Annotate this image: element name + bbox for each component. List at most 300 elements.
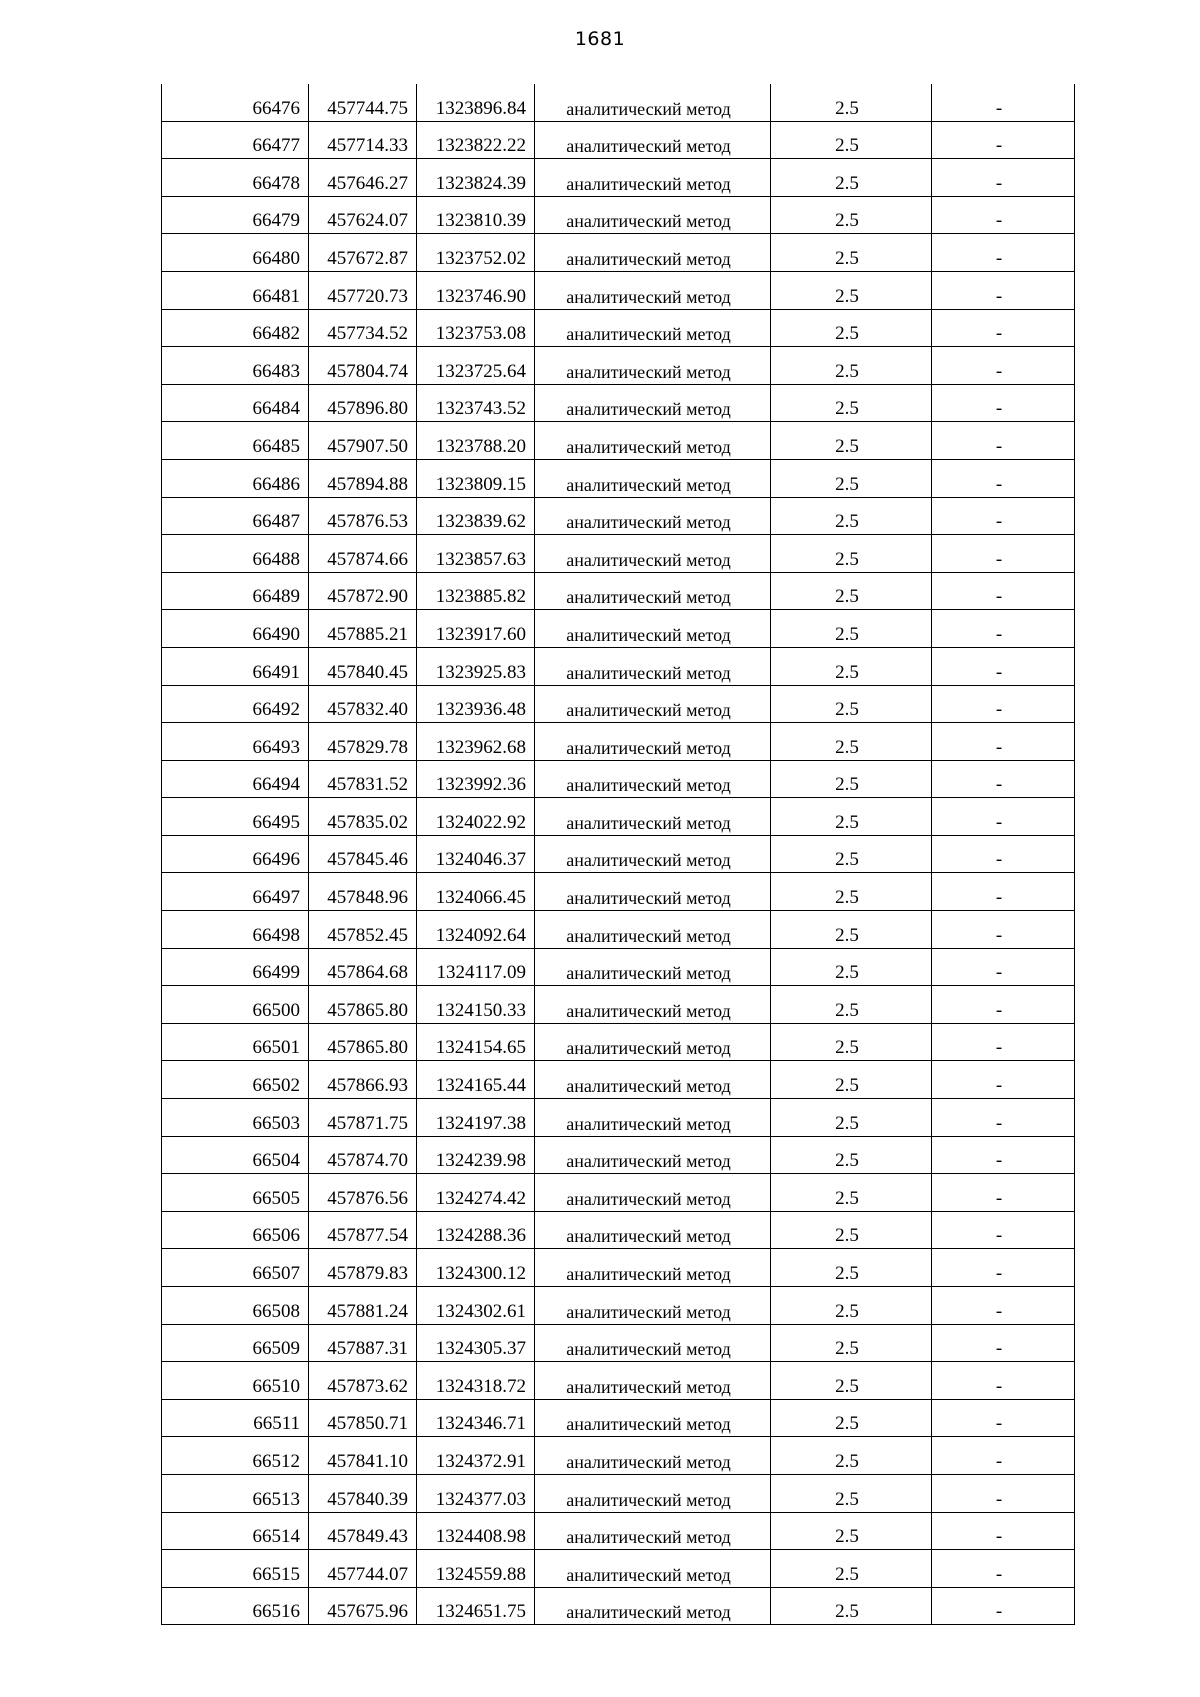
point-number-cell bbox=[162, 121, 309, 159]
y-coordinate-value: 1324117.09 bbox=[436, 962, 526, 984]
x-coordinate-value: 457840.45 bbox=[327, 661, 408, 683]
point-number-value: 66513 bbox=[252, 1488, 300, 1510]
point-number-value: 66477 bbox=[252, 135, 300, 157]
description-value: - bbox=[995, 435, 1003, 457]
x-coordinate-cell bbox=[309, 121, 417, 159]
method-cell bbox=[535, 196, 771, 234]
x-coordinate-value: 457864.68 bbox=[327, 962, 408, 984]
y-coordinate-value: 1324559.88 bbox=[435, 1563, 526, 1585]
description-cell bbox=[932, 1061, 1075, 1099]
x-coordinate-value: 457835.02 bbox=[327, 811, 408, 833]
table-row bbox=[162, 271, 1075, 309]
x-coordinate-cell bbox=[309, 384, 417, 422]
description-cell bbox=[932, 647, 1075, 685]
point-number-value: 66506 bbox=[252, 1225, 300, 1247]
method-cell bbox=[535, 1287, 771, 1325]
point-number-cell bbox=[162, 309, 309, 347]
point-number-value: 66501 bbox=[252, 1037, 300, 1059]
point-number-cell bbox=[162, 459, 309, 497]
y-coordinate-cell bbox=[417, 1399, 535, 1437]
coordinates-table bbox=[161, 84, 1075, 1625]
accuracy-cell bbox=[771, 986, 932, 1024]
table-row bbox=[162, 84, 1075, 121]
table-row bbox=[162, 1512, 1075, 1550]
table-row bbox=[162, 760, 1075, 798]
table-row bbox=[162, 1587, 1075, 1625]
accuracy-cell bbox=[771, 1587, 932, 1625]
x-coordinate-cell bbox=[309, 422, 417, 460]
point-number-cell bbox=[162, 422, 309, 460]
table-row bbox=[162, 347, 1075, 385]
description-cell bbox=[932, 948, 1075, 986]
description-value: - bbox=[995, 623, 1003, 645]
y-coordinate-cell bbox=[417, 1437, 535, 1475]
x-coordinate-cell bbox=[309, 610, 417, 648]
accuracy-cell bbox=[771, 610, 932, 648]
point-number-cell bbox=[162, 234, 309, 272]
description-value: - bbox=[995, 1526, 1003, 1548]
method-value: аналитический метод bbox=[566, 850, 731, 871]
accuracy-cell bbox=[771, 1324, 932, 1362]
method-value: аналитический метод bbox=[566, 436, 731, 457]
description-cell bbox=[932, 271, 1075, 309]
x-coordinate-value: 457849.43 bbox=[327, 1526, 408, 1548]
table-row bbox=[162, 422, 1075, 460]
accuracy-value: 2.5 bbox=[835, 1075, 859, 1097]
point-number-value: 66502 bbox=[252, 1075, 300, 1097]
x-coordinate-cell bbox=[309, 234, 417, 272]
coordinates-table-body bbox=[162, 84, 1075, 1625]
y-coordinate-cell bbox=[417, 422, 535, 460]
accuracy-cell bbox=[771, 1399, 932, 1437]
x-coordinate-value: 457840.39 bbox=[327, 1488, 408, 1510]
page-number: 1681 bbox=[574, 28, 626, 50]
description-cell bbox=[932, 873, 1075, 911]
y-coordinate-value: 1324300.12 bbox=[435, 1263, 526, 1284]
table-row bbox=[162, 873, 1075, 911]
method-cell bbox=[535, 1211, 771, 1249]
y-coordinate-cell bbox=[417, 497, 535, 535]
accuracy-cell bbox=[771, 1174, 932, 1212]
coordinates-table-wrapper bbox=[161, 84, 1075, 1625]
description-cell bbox=[932, 1099, 1075, 1137]
y-coordinate-value: 1323992.36 bbox=[435, 774, 526, 796]
x-coordinate-cell bbox=[309, 1287, 417, 1325]
description-value: - bbox=[995, 1225, 1003, 1247]
table-row bbox=[162, 535, 1075, 573]
accuracy-value: 2.5 bbox=[835, 548, 859, 570]
accuracy-value: 2.5 bbox=[835, 398, 859, 420]
description-value: - bbox=[995, 360, 1003, 382]
description-cell bbox=[932, 234, 1075, 272]
x-coordinate-cell bbox=[309, 948, 417, 986]
method-value: аналитический метод bbox=[566, 1301, 731, 1322]
point-number-cell bbox=[162, 1587, 309, 1625]
accuracy-value: 2.5 bbox=[835, 1526, 859, 1548]
method-value: аналитический метод bbox=[566, 888, 731, 909]
method-value: аналитический метод bbox=[566, 1113, 731, 1134]
point-number-cell bbox=[162, 873, 309, 911]
y-coordinate-value: 1324197.38 bbox=[435, 1112, 526, 1134]
point-number-value: 66485 bbox=[252, 435, 300, 457]
method-cell bbox=[535, 1136, 771, 1174]
method-cell bbox=[535, 384, 771, 422]
point-number-cell bbox=[162, 1399, 309, 1437]
point-number-cell bbox=[162, 1136, 309, 1174]
method-cell bbox=[535, 309, 771, 347]
table-row bbox=[162, 911, 1075, 949]
y-coordinate-cell bbox=[417, 347, 535, 385]
description-value: - bbox=[995, 473, 1003, 495]
method-cell bbox=[535, 1023, 771, 1061]
point-number-cell bbox=[162, 497, 309, 535]
point-number-value: 66504 bbox=[252, 1150, 300, 1172]
point-number-value: 66496 bbox=[252, 849, 300, 871]
point-number-value: 66476 bbox=[252, 97, 300, 119]
point-number-value: 66489 bbox=[252, 586, 300, 608]
y-coordinate-cell bbox=[417, 1474, 535, 1512]
point-number-value: 66487 bbox=[252, 511, 300, 533]
y-coordinate-cell bbox=[417, 1550, 535, 1588]
table-row bbox=[162, 1211, 1075, 1249]
method-value: аналитический метод bbox=[566, 775, 731, 796]
table-row bbox=[162, 1249, 1075, 1287]
method-cell bbox=[535, 1249, 771, 1287]
accuracy-value: 2.5 bbox=[835, 586, 859, 608]
accuracy-cell bbox=[771, 422, 932, 460]
table-row bbox=[162, 1324, 1075, 1362]
x-coordinate-value: 457887.31 bbox=[327, 1338, 408, 1360]
method-cell bbox=[535, 610, 771, 648]
point-number-cell bbox=[162, 610, 309, 648]
accuracy-cell bbox=[771, 798, 932, 836]
description-cell bbox=[932, 497, 1075, 535]
method-value: аналитический метод bbox=[566, 587, 731, 608]
accuracy-value: 2.5 bbox=[835, 774, 859, 796]
description-value: - bbox=[995, 511, 1003, 533]
accuracy-value: 2.5 bbox=[835, 1225, 859, 1247]
description-value: - bbox=[995, 849, 1003, 871]
method-cell bbox=[535, 1587, 771, 1625]
y-coordinate-cell bbox=[417, 121, 535, 159]
y-coordinate-cell bbox=[417, 271, 535, 309]
accuracy-value: 2.5 bbox=[835, 1112, 859, 1134]
y-coordinate-value: 1324022.92 bbox=[435, 811, 526, 833]
point-number-cell bbox=[162, 1099, 309, 1137]
description-cell bbox=[932, 1211, 1075, 1249]
point-number-value: 66490 bbox=[252, 623, 300, 645]
y-coordinate-cell bbox=[417, 647, 535, 685]
y-coordinate-value: 1323839.62 bbox=[435, 511, 526, 533]
method-cell bbox=[535, 535, 771, 573]
x-coordinate-cell bbox=[309, 347, 417, 385]
point-number-cell bbox=[162, 1324, 309, 1362]
method-value: аналитический метод bbox=[566, 1226, 731, 1247]
method-cell bbox=[535, 873, 771, 911]
table-row bbox=[162, 986, 1075, 1024]
table-row bbox=[162, 572, 1075, 610]
description-cell bbox=[932, 159, 1075, 197]
point-number-cell bbox=[162, 84, 309, 121]
description-value: - bbox=[995, 548, 1003, 570]
point-number-cell bbox=[162, 798, 309, 836]
accuracy-value: 2.5 bbox=[835, 623, 859, 645]
accuracy-cell bbox=[771, 384, 932, 422]
x-coordinate-cell bbox=[309, 1399, 417, 1437]
accuracy-value: 2.5 bbox=[835, 924, 859, 946]
point-number-cell bbox=[162, 1061, 309, 1099]
description-cell bbox=[932, 1587, 1075, 1625]
description-cell bbox=[932, 1474, 1075, 1512]
y-coordinate-cell bbox=[417, 873, 535, 911]
table-row bbox=[162, 1174, 1075, 1212]
point-number-cell bbox=[162, 911, 309, 949]
x-coordinate-value: 457872.90 bbox=[327, 586, 408, 608]
point-number-cell bbox=[162, 723, 309, 761]
description-cell bbox=[932, 835, 1075, 873]
table-row bbox=[162, 196, 1075, 234]
y-coordinate-value: 1324372.91 bbox=[435, 1450, 526, 1472]
point-number-cell bbox=[162, 835, 309, 873]
method-cell bbox=[535, 159, 771, 197]
accuracy-value: 2.5 bbox=[835, 97, 859, 119]
method-cell bbox=[535, 798, 771, 836]
x-coordinate-cell bbox=[309, 159, 417, 197]
table-row bbox=[162, 1099, 1075, 1137]
accuracy-value: 2.5 bbox=[835, 285, 859, 307]
x-coordinate-cell bbox=[309, 873, 417, 911]
x-coordinate-value: 457865.80 bbox=[327, 999, 408, 1021]
point-number-value: 66511 bbox=[253, 1413, 300, 1435]
method-cell bbox=[535, 271, 771, 309]
description-cell bbox=[932, 1023, 1075, 1061]
description-cell bbox=[932, 459, 1075, 497]
description-cell bbox=[932, 309, 1075, 347]
method-value: аналитический метод bbox=[566, 963, 731, 984]
description-value: - bbox=[995, 1488, 1003, 1510]
method-cell bbox=[535, 1550, 771, 1588]
table-row bbox=[162, 1437, 1075, 1475]
x-coordinate-value: 457832.40 bbox=[327, 699, 408, 721]
point-number-value: 66512 bbox=[252, 1450, 300, 1472]
accuracy-cell bbox=[771, 497, 932, 535]
method-value: аналитический метод bbox=[566, 1151, 731, 1172]
description-cell bbox=[932, 760, 1075, 798]
point-number-value: 66479 bbox=[252, 210, 300, 232]
y-coordinate-cell bbox=[417, 196, 535, 234]
accuracy-cell bbox=[771, 347, 932, 385]
y-coordinate-cell bbox=[417, 535, 535, 573]
x-coordinate-cell bbox=[309, 647, 417, 685]
accuracy-value: 2.5 bbox=[835, 210, 859, 232]
x-coordinate-cell bbox=[309, 459, 417, 497]
accuracy-cell bbox=[771, 873, 932, 911]
x-coordinate-cell bbox=[309, 1587, 417, 1625]
y-coordinate-cell bbox=[417, 1287, 535, 1325]
table-row bbox=[162, 1287, 1075, 1325]
method-value: аналитический метод bbox=[566, 1076, 731, 1097]
method-value: аналитический метод bbox=[566, 474, 731, 495]
x-coordinate-cell bbox=[309, 309, 417, 347]
point-number-value: 66516 bbox=[252, 1601, 300, 1623]
point-number-value: 66488 bbox=[252, 548, 300, 570]
point-number-cell bbox=[162, 1211, 309, 1249]
method-cell bbox=[535, 234, 771, 272]
description-cell bbox=[932, 1512, 1075, 1550]
x-coordinate-cell bbox=[309, 1023, 417, 1061]
x-coordinate-value: 457894.88 bbox=[327, 473, 408, 495]
accuracy-value: 2.5 bbox=[835, 962, 859, 984]
x-coordinate-value: 457879.83 bbox=[327, 1263, 408, 1284]
y-coordinate-value: 1323824.39 bbox=[435, 172, 526, 194]
x-coordinate-value: 457714.33 bbox=[327, 135, 408, 157]
accuracy-value: 2.5 bbox=[835, 1450, 859, 1472]
accuracy-cell bbox=[771, 459, 932, 497]
x-coordinate-cell bbox=[309, 1099, 417, 1137]
x-coordinate-value: 457804.74 bbox=[327, 360, 408, 382]
y-coordinate-value: 1324288.36 bbox=[435, 1225, 526, 1247]
accuracy-cell bbox=[771, 1362, 932, 1400]
description-cell bbox=[932, 196, 1075, 234]
accuracy-cell bbox=[771, 196, 932, 234]
method-value: аналитический метод bbox=[566, 1264, 731, 1284]
method-value: аналитический метод bbox=[566, 512, 731, 533]
y-coordinate-cell bbox=[417, 948, 535, 986]
y-coordinate-cell bbox=[417, 1512, 535, 1550]
method-cell bbox=[535, 723, 771, 761]
point-number-cell bbox=[162, 572, 309, 610]
point-number-value: 66493 bbox=[252, 736, 300, 758]
y-coordinate-cell bbox=[417, 1061, 535, 1099]
point-number-value: 66499 bbox=[252, 962, 300, 984]
point-number-value: 66498 bbox=[252, 924, 300, 946]
y-coordinate-value: 1324377.03 bbox=[435, 1488, 526, 1510]
method-cell bbox=[535, 347, 771, 385]
x-coordinate-value: 457866.93 bbox=[327, 1075, 408, 1097]
point-number-cell bbox=[162, 685, 309, 723]
point-number-cell bbox=[162, 1512, 309, 1550]
accuracy-cell bbox=[771, 647, 932, 685]
point-number-cell bbox=[162, 159, 309, 197]
point-number-cell bbox=[162, 1023, 309, 1061]
description-value: - bbox=[995, 1187, 1003, 1209]
description-value: - bbox=[995, 135, 1003, 157]
method-value: аналитический метод bbox=[566, 1339, 731, 1360]
accuracy-cell bbox=[771, 1512, 932, 1550]
x-coordinate-cell bbox=[309, 760, 417, 798]
method-cell bbox=[535, 1324, 771, 1362]
table-row bbox=[162, 1399, 1075, 1437]
description-cell bbox=[932, 798, 1075, 836]
y-coordinate-cell bbox=[417, 723, 535, 761]
y-coordinate-cell bbox=[417, 685, 535, 723]
accuracy-cell bbox=[771, 1211, 932, 1249]
y-coordinate-value: 1324305.37 bbox=[435, 1338, 526, 1360]
x-coordinate-value: 457865.80 bbox=[327, 1037, 408, 1059]
accuracy-value: 2.5 bbox=[835, 1563, 859, 1585]
x-coordinate-value: 457734.52 bbox=[327, 323, 408, 345]
method-cell bbox=[535, 1399, 771, 1437]
y-coordinate-cell bbox=[417, 1099, 535, 1137]
description-value: - bbox=[995, 1075, 1003, 1097]
y-coordinate-cell bbox=[417, 572, 535, 610]
accuracy-value: 2.5 bbox=[835, 736, 859, 758]
x-coordinate-value: 457720.73 bbox=[327, 285, 408, 307]
x-coordinate-cell bbox=[309, 685, 417, 723]
x-coordinate-value: 457876.53 bbox=[327, 511, 408, 533]
description-cell bbox=[932, 422, 1075, 460]
method-value: аналитический метод bbox=[566, 812, 731, 833]
table-row bbox=[162, 309, 1075, 347]
method-value: аналитический метод bbox=[566, 211, 731, 232]
description-cell bbox=[932, 723, 1075, 761]
description-value: - bbox=[995, 1563, 1003, 1585]
method-cell bbox=[535, 760, 771, 798]
method-cell bbox=[535, 1474, 771, 1512]
x-coordinate-value: 457874.66 bbox=[327, 548, 408, 570]
accuracy-value: 2.5 bbox=[835, 1150, 859, 1172]
method-value: аналитический метод bbox=[566, 700, 731, 721]
description-cell bbox=[932, 1399, 1075, 1437]
y-coordinate-value: 1323752.02 bbox=[435, 247, 526, 269]
x-coordinate-value: 457876.56 bbox=[327, 1187, 408, 1209]
x-coordinate-cell bbox=[309, 1474, 417, 1512]
table-row bbox=[162, 459, 1075, 497]
description-value: - bbox=[995, 586, 1003, 608]
x-coordinate-cell bbox=[309, 271, 417, 309]
point-number-value: 66492 bbox=[252, 699, 300, 721]
x-coordinate-value: 457829.78 bbox=[327, 736, 408, 758]
x-coordinate-value: 457841.10 bbox=[327, 1450, 408, 1472]
method-cell bbox=[535, 497, 771, 535]
point-number-value: 66508 bbox=[252, 1300, 300, 1322]
y-coordinate-value: 1323962.68 bbox=[435, 736, 526, 758]
x-coordinate-cell bbox=[309, 1362, 417, 1400]
method-value: аналитический метод bbox=[566, 1451, 731, 1472]
x-coordinate-cell bbox=[309, 911, 417, 949]
table-row bbox=[162, 798, 1075, 836]
y-coordinate-value: 1323925.83 bbox=[435, 661, 526, 683]
x-coordinate-value: 457907.50 bbox=[327, 435, 408, 457]
x-coordinate-cell bbox=[309, 196, 417, 234]
y-coordinate-value: 1323885.82 bbox=[435, 586, 526, 608]
x-coordinate-value: 457873.62 bbox=[327, 1375, 408, 1397]
x-coordinate-value: 457877.54 bbox=[327, 1225, 408, 1247]
method-value: аналитический метод bbox=[566, 549, 731, 570]
description-value: - bbox=[995, 1375, 1003, 1397]
x-coordinate-value: 457874.70 bbox=[327, 1150, 408, 1172]
point-number-cell bbox=[162, 1287, 309, 1325]
accuracy-cell bbox=[771, 121, 932, 159]
y-coordinate-cell bbox=[417, 760, 535, 798]
y-coordinate-value: 1324346.71 bbox=[435, 1413, 526, 1435]
accuracy-cell bbox=[771, 1550, 932, 1588]
description-value: - bbox=[995, 1112, 1003, 1134]
table-row bbox=[162, 1362, 1075, 1400]
table-row bbox=[162, 121, 1075, 159]
table-row bbox=[162, 1136, 1075, 1174]
method-value: аналитический метод bbox=[566, 624, 731, 645]
y-coordinate-cell bbox=[417, 1174, 535, 1212]
accuracy-cell bbox=[771, 911, 932, 949]
method-cell bbox=[535, 121, 771, 159]
point-number-value: 66486 bbox=[252, 473, 300, 495]
accuracy-cell bbox=[771, 1136, 932, 1174]
x-coordinate-value: 457744.75 bbox=[327, 97, 408, 119]
method-cell bbox=[535, 647, 771, 685]
y-coordinate-value: 1324154.65 bbox=[435, 1037, 526, 1059]
description-value: - bbox=[995, 774, 1003, 796]
